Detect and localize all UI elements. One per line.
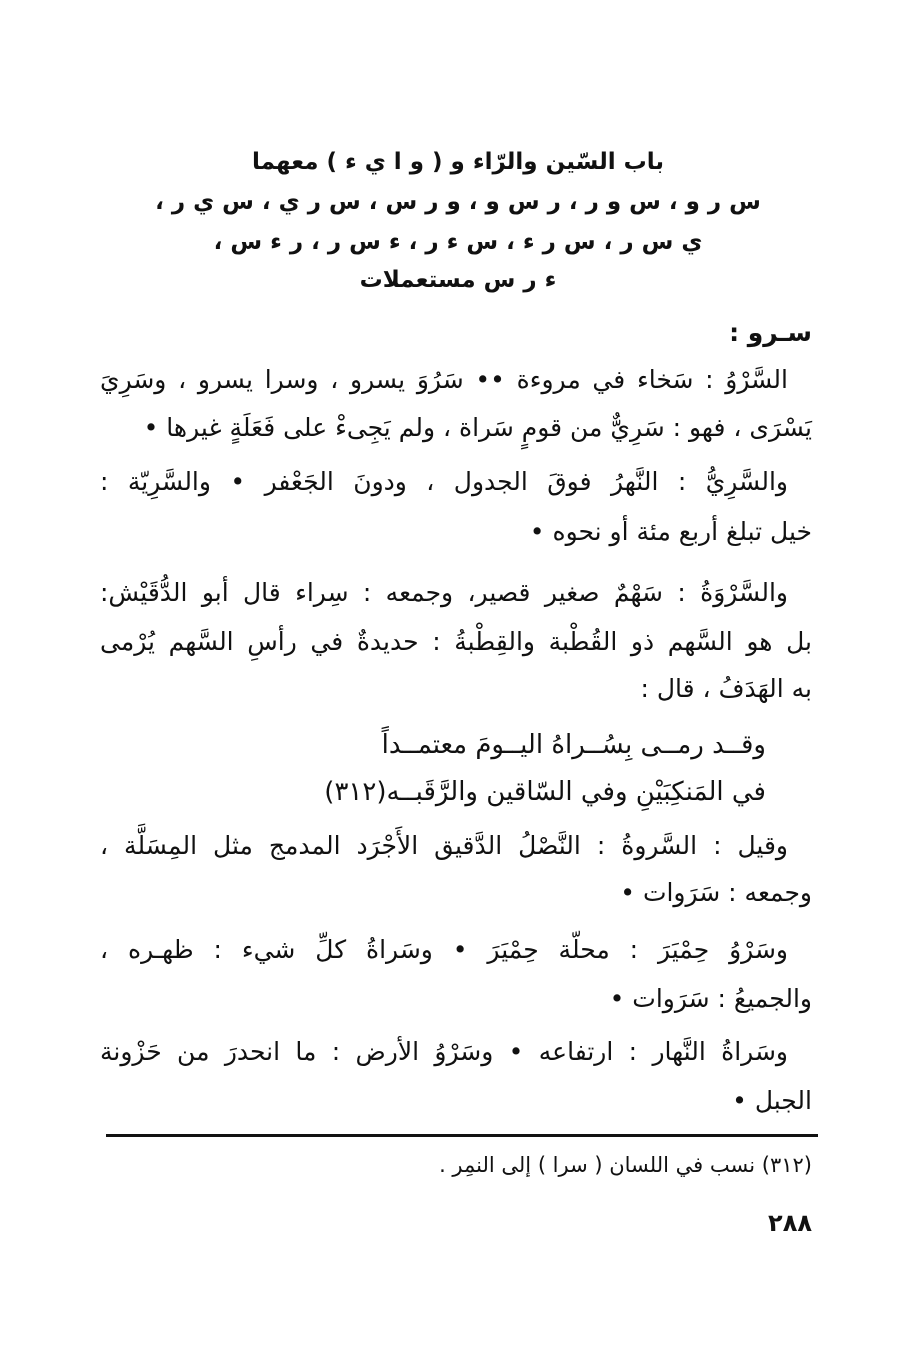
footnote-divider (106, 1134, 818, 1137)
paragraph-3-line-1: والسَّرْوَةُ : سَهْمٌ صغير قصير، وجمعه : سِراء قال أبو الدُّقَيْش: (100, 578, 788, 607)
verse-line-1: وقــد رمــى بِسُــراهُ اليــومَ معتمــداً (381, 730, 766, 760)
paragraph-1-line-1: السَّرْوُ : سَخاء في مروءة •• سَرُوَ يسرو ، وسرا يسرو ، وسَرِيَ (100, 365, 788, 394)
paragraph-5-line-2: والجميعُ : سَرَوات • (609, 984, 812, 1013)
paragraph-2-line-1: والسَّرِيُّ : النَّهرُ فوقَ الجدول ، ودونَ الجَعْفر • والسَّرِيّة : (100, 467, 788, 496)
verse-line-2: في المَنكِبَيْنِ وفي السّاقين والرَّقَبــه(٣١٢) (324, 777, 766, 807)
paragraph-6-line-1: وسَراةُ النَّهار : ارتفاعه • وسَرْوُ الأرض : ما انحدرَ من حَزْونة (100, 1037, 788, 1066)
root-list-line-2: ي س ر ، س ر ء ، س ء ر ، ء س ر ، ر ء س ، (213, 229, 703, 255)
root-list-line-3: ء ر س مستعملات (359, 267, 557, 293)
paragraph-6-line-2: الجبل • (732, 1086, 812, 1115)
paragraph-3-line-3: به الهَدَفُ ، قال : (640, 674, 812, 703)
paragraph-2-line-2: خيل تبلغ أربع مئة أو نحوه • (529, 517, 812, 546)
entry-heading: سـرو : (729, 318, 812, 347)
page-number: ٢٨٨ (768, 1209, 812, 1237)
footnote: (٣١٢) نسب في اللسان ( سرا ) إلى النمِر . (439, 1153, 812, 1177)
paragraph-4-line-2: وجمعه : سَرَوات • (620, 878, 812, 907)
chapter-title: باب السّين والرّاء و ( و ا ي ء ) معهما (251, 149, 665, 175)
paragraph-5-line-1: وسَرْوُ حِمْيَرَ : محلّة حِمْيَرَ • وسَراةُ كلِّ شيء : ظهـره ، (100, 935, 788, 964)
paragraph-1-line-2: يَسْرَى ، فهو : سَرِيٌّ من قومٍ سَراة ، ولم يَجِىءْ على فَعَلَةٍ غيرها • (143, 413, 812, 442)
paragraph-4-line-1: وقيل : السَّروةُ : النَّصْلُ الدَّقيق الأَجْرَد المدمج مثل المِسَلَّة ، (100, 831, 788, 860)
root-list-line-1: س ر و ، س و ر ، ر س و ، و ر س ، س ر ي ، س ي ر ، (155, 189, 761, 215)
paragraph-3-line-2: بل هو السَّهم ذو القُطْبة والقِطْبةُ : حديدةٌ في رأسِ السَّهم يُرْمى (100, 627, 812, 656)
